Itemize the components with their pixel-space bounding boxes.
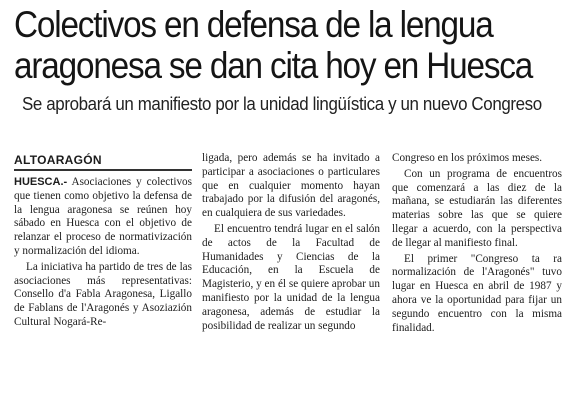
column-3 [392, 152, 562, 335]
paragraph: Con un programa de encuentros que comenzará a las diez de la mañana, se estudiarán las diferentes materias sobre las que se quiere llegar a acuerdo, con la perspectiva de llegar al manifiesto final. [392, 167, 562, 249]
byline: ALTOARAGÓN [14, 152, 192, 171]
headline [14, 4, 533, 86]
paragraph [14, 176, 192, 259]
headline-line-1: Colectivos en defensa de la lengua [14, 4, 493, 45]
paragraph-text: Asociaciones y colectivos que tienen como objetivo la defensa de la lengua aragonesa se reúnen hoy sábado en Huesca con el objetivo de relanzar el proceso de normativización y normalización del idioma. [14, 176, 192, 257]
paragraph: La iniciativa ha partido de tres de las asociaciones más representativas: Consello d'a Fabla Aragonesa, Ligallo de Fablans de l'Aragonés y Asoziazión Cultural Nogará-Re- [14, 260, 192, 328]
paragraph: Congreso en los próximos meses. [392, 152, 543, 164]
dateline: HUESCA.- [14, 176, 68, 188]
article-body [14, 152, 562, 400]
paragraph: El encuentro tendrá lugar en el salón de actos de la Facultad de Humanidades y Ciencias de la Educación, en la Escuela de Magisterio, y en él se quiere aprobar un manifiesto por la unidad de la lengua aragonesa, además de estudiar la posibilidad de realizar un segundo [202, 222, 380, 332]
column-1 [14, 152, 192, 330]
column-2 [202, 152, 380, 333]
paragraph: ligada, pero además se ha invitado a participar a asociaciones o particulares que en cualquier momento hayan trabajado por la difusión del aragonés, en cualquiera de sus variedades. [202, 152, 380, 220]
headline-line-2: aragonesa se dan cita hoy en Huesca [14, 45, 533, 86]
paragraph: El primer "Congreso ta ra normalización de l'Aragonés" tuvo lugar en Huesca en abril de 1987 y ahora ve la oportunidad para fijar un segundo encuentro con la misma finalidad. [392, 252, 562, 334]
subheadline: Se aprobará un manifiesto por la unidad lingüística y un nuevo Congreso [22, 94, 542, 114]
